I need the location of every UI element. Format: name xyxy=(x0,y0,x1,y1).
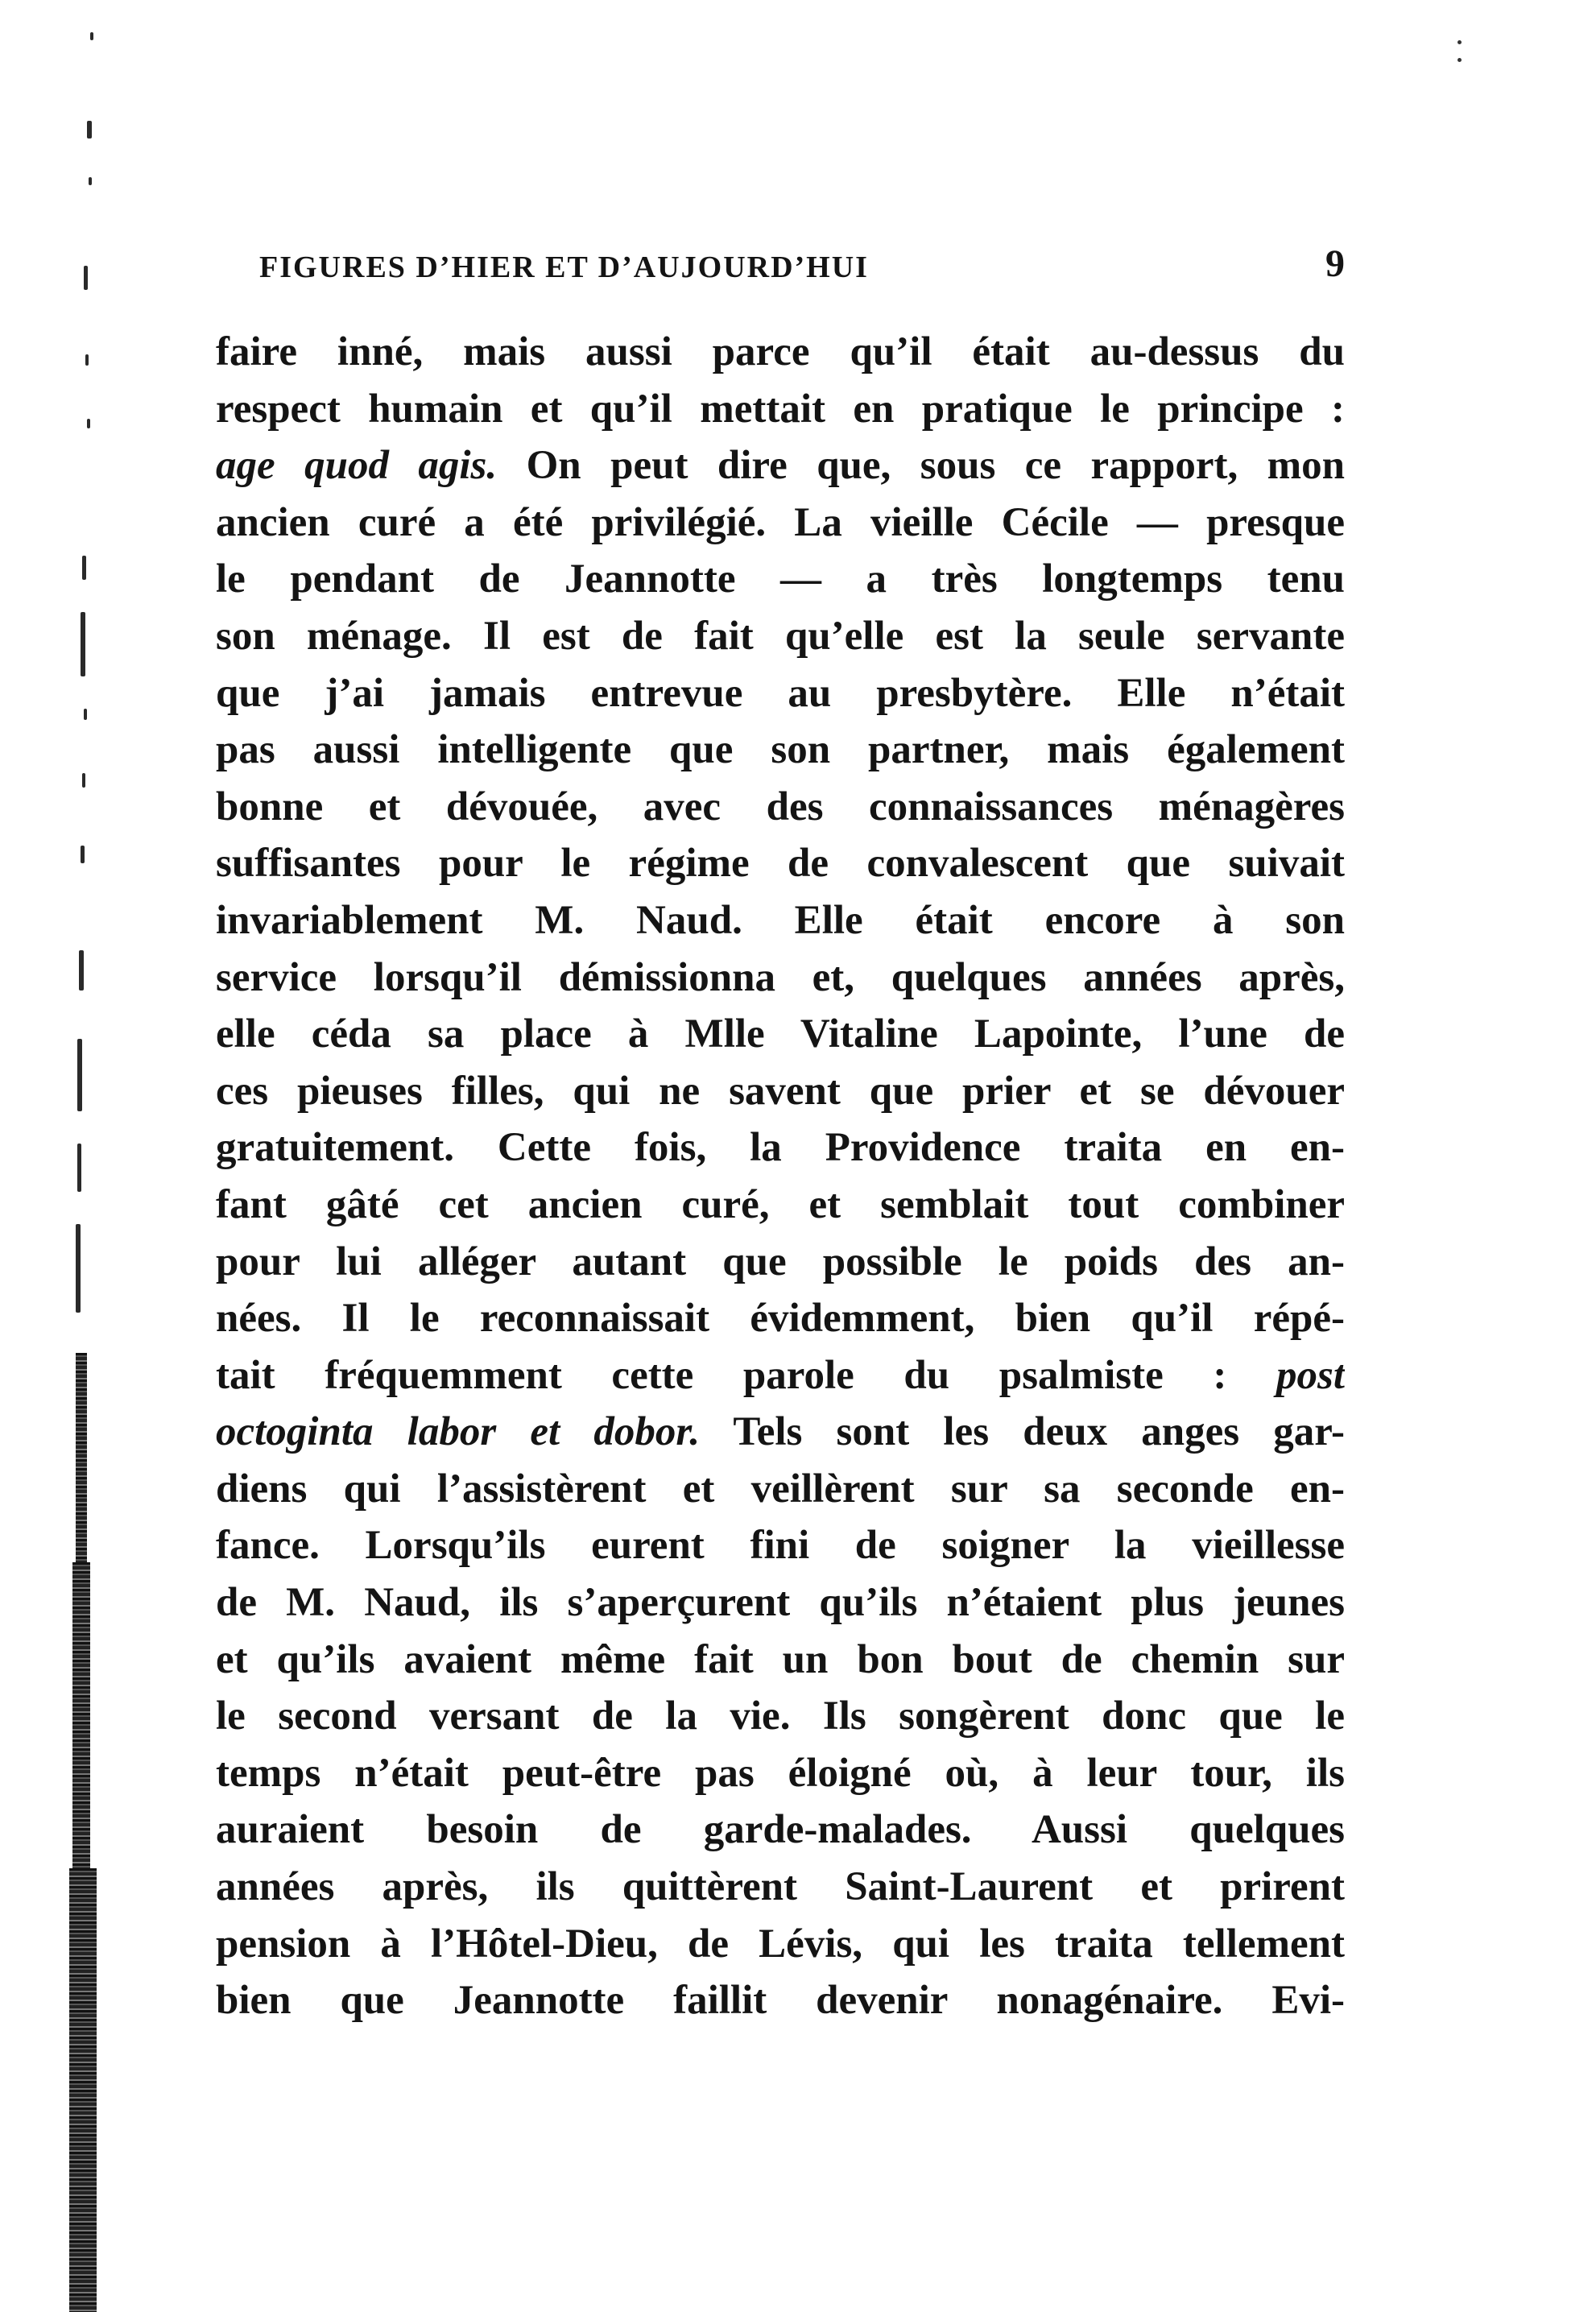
text-line: invariablement M. Naud. Elle était encore à son xyxy=(216,897,1345,943)
text-line: suffisantes pour le régime de convalescent que suivait xyxy=(216,841,1345,887)
text-line: pension à l’Hôtel-Dieu, de Lévis, qui les traita tellement xyxy=(216,1921,1345,1967)
text-line: auraient besoin de garde-malades. Aussi quelques xyxy=(216,1807,1345,1853)
text-line xyxy=(216,1404,1345,1461)
text-line: gratuitement. Cette fois, la Providence traita en en- xyxy=(216,1125,1345,1171)
text-line: ces pieuses filles, qui ne savent que prier et se dévouer xyxy=(216,1068,1345,1114)
text-line: pour lui alléger autant que possible le poids des an- xyxy=(216,1239,1345,1284)
text-line: elle céda sa place à Mlle Vitaline Lapointe, l’une de xyxy=(216,1011,1345,1057)
text-line: nées. Il le reconnaissait évidemment, bien qu’il répé- xyxy=(216,1296,1345,1342)
text-line: temps n’était peut-être pas éloigné où, à leur tour, ils xyxy=(216,1750,1345,1796)
text-line: pas aussi intelligente que son partner, mais également xyxy=(216,727,1345,773)
text-line: et qu’ils avaient même fait un bon bout de chemin sur xyxy=(216,1636,1345,1682)
latin-quote: age quod agis. xyxy=(216,443,498,489)
text-line: le second versant de la vie. Ils songèrent donc que le xyxy=(216,1694,1345,1739)
text-line: bonne et dévouée, avec des connaissances ménagères xyxy=(216,784,1345,829)
text-line: diens qui l’assistèrent et veillèrent sur sa seconde en- xyxy=(216,1466,1345,1512)
text-line xyxy=(216,1347,1345,1404)
latin-quote: post xyxy=(1276,1352,1345,1398)
body-text xyxy=(216,324,1345,2029)
scan-speck xyxy=(1457,40,1462,44)
page-number: 9 xyxy=(1325,242,1345,285)
text-line: que j’ai jamais entrevue au presbytère. Elle n’était xyxy=(216,670,1345,716)
text-line: années après, ils quittèrent Saint-Laurent et prirent xyxy=(216,1864,1345,1910)
text-line: fant gâté cet ancien curé, et semblait tout combiner xyxy=(216,1181,1345,1227)
scan-speck xyxy=(1457,58,1462,62)
scan-gutter-noise xyxy=(0,0,113,2312)
text-fragment: tait fréquemment cette parole du psalmiste : xyxy=(216,1352,1276,1398)
text-line xyxy=(216,437,1345,494)
text-line: bien que Jeannotte faillit devenir nonagénaire. Evi- xyxy=(216,1978,1345,2024)
text-fragment: On peut dire que, sous ce rapport, mon xyxy=(497,443,1345,489)
text-line: faire inné, mais aussi parce qu’il était au-dessus du xyxy=(216,329,1345,374)
text-line: de M. Naud, ils s’aperçurent qu’ils n’étaient plus jeunes xyxy=(216,1580,1345,1626)
text-line: service lorsqu’il démissionna et, quelques années après, xyxy=(216,954,1345,1000)
running-title: FIGURES D’HIER ET D’AUJOURD’HUI xyxy=(259,250,869,284)
text-line: ancien curé a été privilégié. La vieille Cécile — presque xyxy=(216,499,1345,545)
text-line: le pendant de Jeannotte — a très longtemps tenu xyxy=(216,556,1345,602)
text-line: respect humain et qu’il mettait en pratique le principe : xyxy=(216,386,1345,432)
running-header xyxy=(217,242,1345,306)
text-fragment: Tels sont les deux anges gar- xyxy=(700,1409,1345,1455)
text-line: fance. Lorsqu’ils eurent fini de soigner la vieillesse xyxy=(216,1523,1345,1569)
latin-quote: octoginta labor et dobor. xyxy=(216,1409,701,1455)
text-line: son ménage. Il est de fait qu’elle est la seule servante xyxy=(216,613,1345,659)
